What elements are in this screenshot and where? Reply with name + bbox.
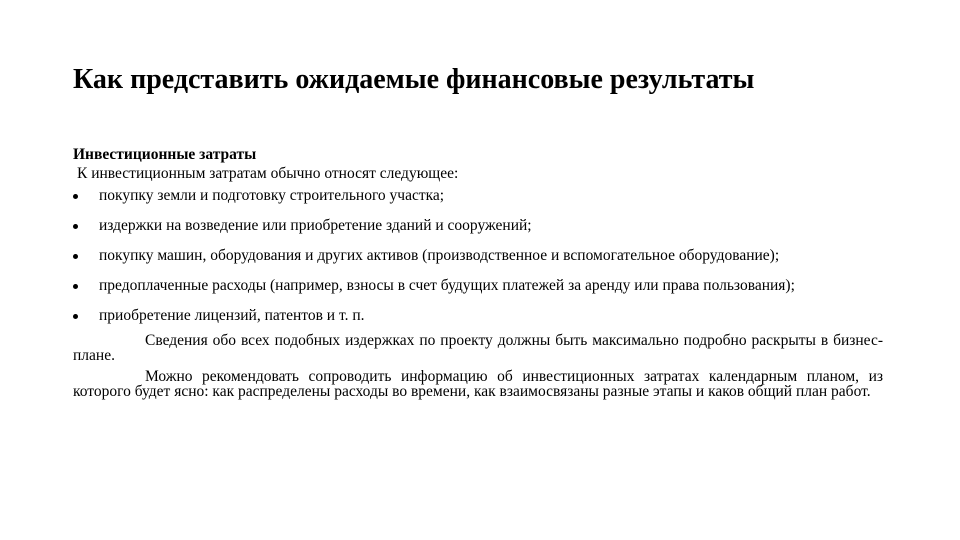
list-item (73, 218, 883, 233)
bullet-dot-icon (73, 254, 78, 259)
bullet-dot-icon (73, 224, 78, 229)
bullet-dot-icon (73, 284, 78, 289)
bullet-list (73, 188, 883, 323)
list-item-text: предоплаченные расходы (например, взносы в счет будущих платежей за аренду или права пользования); (99, 277, 795, 294)
section-heading: Инвестиционные затраты (73, 146, 257, 163)
list-item-text: приобретение лицензий, патентов и т. п. (99, 307, 365, 324)
bullet-dot-icon (73, 194, 78, 199)
body-paragraph: Сведения обо всех подобных издержках по проекту должны быть максимально подробно раскрыты в бизнес-плане. (73, 332, 883, 364)
intro-text: К инвестиционным затратам обычно относят следующее: (77, 165, 459, 182)
slide-content (73, 145, 883, 405)
list-item (73, 278, 883, 293)
list-item (73, 308, 883, 323)
list-item-text: издержки на возведение или приобретение зданий и сооружений; (99, 217, 532, 234)
list-item-text: покупку земли и подготовку строительного участка; (99, 187, 445, 204)
list-item-text: покупку машин, оборудования и других активов (производственное и вспомогательное оборудование); (99, 247, 780, 264)
bullet-dot-icon (73, 314, 78, 319)
slide-title: Как представить ожидаемые финансовые результаты (73, 64, 755, 95)
body-paragraph: Можно рекомендовать сопроводить информацию об инвестиционных затратах календарным планом, из которого будет ясно: как распределены расходы во времени, как взаимосвязаны разные этапы и каков общий план работ. (73, 368, 883, 400)
list-item (73, 248, 883, 263)
list-item (73, 188, 883, 203)
